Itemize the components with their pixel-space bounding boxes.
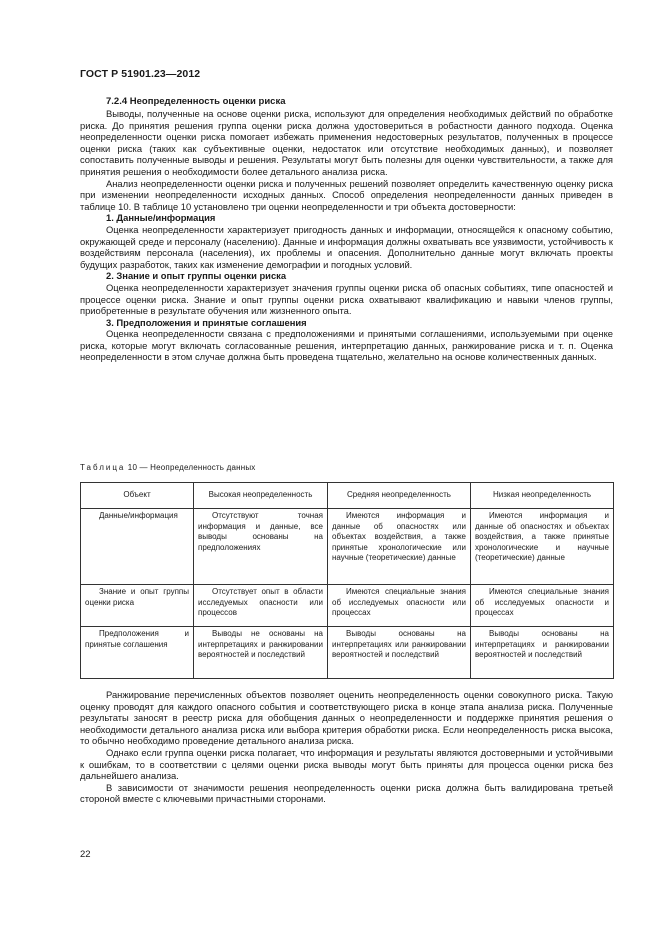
column-header: Низкая неопределенность bbox=[471, 483, 614, 509]
paragraph: Анализ неопределенности оценки риска и полученных решений позволяет определить качественную оценку риска при изменении неопределенности исходных данных. Способ определения неопределенности данных приведен в таблице 10. В таблице 10 установлено три оценки неопределенности и три объекта достоверности: bbox=[80, 177, 613, 212]
subheading-data: 1. Данные/информация bbox=[106, 212, 216, 224]
table-row bbox=[81, 585, 614, 627]
table-cell: Данные/информация bbox=[81, 509, 194, 585]
uncertainty-table bbox=[80, 482, 614, 679]
table-cell: Предположения и принятые соглашения bbox=[81, 627, 194, 679]
table-row bbox=[81, 627, 614, 679]
section-title: 7.2.4 Неопределенность оценки риска bbox=[106, 96, 286, 107]
paragraph: Оценка неопределенности характеризует значения группы оценки риска об опасных событиях, типе опасностей и процессе оценки риска. Знание и опыт группы оценки риска охватывают квалификацию и навыки членов группы, приобретенные в результате обучения или жизненного опыта. bbox=[80, 281, 613, 317]
table-cell: Отсутствует опыт в области исследуемых опасности или процессов bbox=[194, 585, 328, 627]
paragraph: Оценка неопределенности характеризует пригодность данных и информации, относящейся к опасному событию, окружающей среде и персоналу (населению). Данные и информация должны охватывать все уязвимости, устойчивость к воздействиям персонала (населения), их проблемы и опасения. Дополнительно данные могут включать проекты будущих разработок, таких как изменение демографии и погодных условий. bbox=[80, 223, 613, 270]
paragraph: Оценка неопределенности связана с предположениями и принятыми соглашениями, используемыми при оценке риска, которые могут включать согласованные решения, интерпретацию данных, ранжирование риска и т. п. Оценка неопределенности в этом случае должна быть проведена тщательно, желательно на основе количественных данных. bbox=[80, 328, 613, 363]
intro-text bbox=[80, 108, 613, 363]
table-caption bbox=[80, 463, 255, 472]
column-header: Объект bbox=[81, 483, 194, 509]
table-cell: Выводы не основаны на интерпретациях и ранжировании вероятностей и последствий bbox=[194, 627, 328, 679]
column-header: Высокая неопределенность bbox=[194, 483, 328, 509]
page-number: 22 bbox=[80, 849, 91, 860]
outro-text bbox=[80, 689, 613, 805]
table-header-row bbox=[81, 483, 614, 509]
table-cell: Выводы основаны на интерпретациях и ранжировании вероятностей и последствий bbox=[471, 627, 614, 679]
table-cell: Знание и опыт группы оценки риска bbox=[81, 585, 194, 627]
table-cell: Имеются информация и данные об опасностях или объектах воздействия, а также принятые хронологические или научные (теоретические) данные bbox=[328, 509, 471, 585]
subheading-knowledge: 2. Знание и опыт группы оценки риска bbox=[106, 270, 287, 282]
table-row bbox=[81, 509, 614, 585]
document-header: ГОСТ Р 51901.23—2012 bbox=[80, 68, 201, 80]
paragraph: Выводы, полученные на основе оценки риска, используют для определения необходимых действий по обработке риска. До принятия решения группа оценки риска должна удостовериться в робастности данного подхода. Оценка неопределенности оценки риска помогает избежать применения недостоверных результатов, полученных в процессе оценки риска (таких как субъективные оценки, недостаток или отсутствие необходимых данных), и позволяет сопоставить полученные выводы и решения. Результаты могут быть полезны для оценки чувствительности, а также для принятия решения о необходимости более детального анализа риска. bbox=[80, 108, 613, 177]
table-cell: Имеются специальные знания об исследуемых опасности или процессах bbox=[328, 585, 471, 627]
paragraph: Однако если группа оценки риска полагает, что информация и результаты являются достоверными и устойчивыми к ошибкам, то в соответствии с целями оценки риска выводы могут быть приняты для процесса оценки риска без дальнейшего анализа. bbox=[80, 746, 613, 782]
column-header: Средняя неопределенность bbox=[328, 483, 471, 509]
table-cell: Имеются информация и данные об опасностях и объектах воздействия, а также принятые хронологические и научные (теоретические) данные bbox=[471, 509, 614, 585]
table-caption-text: 10 — Неопределенность данных bbox=[125, 463, 256, 472]
paragraph: В зависимости от значимости решения неопределенность оценки риска должна быть валидирована третьей стороной вместе с ключевыми причастными сторонами. bbox=[80, 781, 613, 805]
table-cell: Выводы основаны на интерпретациях или ранжировании вероятностей и последствий bbox=[328, 627, 471, 679]
paragraph: Ранжирование перечисленных объектов позволяет оценить неопределенность оценки совокупного риска. Такую оценку проводят для каждого опасного события и соответствующего риска в конце этапа анализа риска. Полученные результаты заносят в реестр риска для обобщения данных о неопределенности и поддержке принятия решения о необходимости детального анализа риска или выбора критерия обработки риска. Если неопределенность риска высока, то обычно необходимо проведение детального анализа риска. bbox=[80, 689, 613, 747]
subheading-assumptions: 3. Предположения и принятые соглашения bbox=[106, 316, 307, 328]
table-cell: Имеются специальные знания об исследуемых опасности и процессах bbox=[471, 585, 614, 627]
table-caption-prefix: Таблица bbox=[80, 463, 126, 472]
table-cell: Отсутствуют точная информация и данные, все выводы основаны на предположениях bbox=[194, 509, 328, 585]
